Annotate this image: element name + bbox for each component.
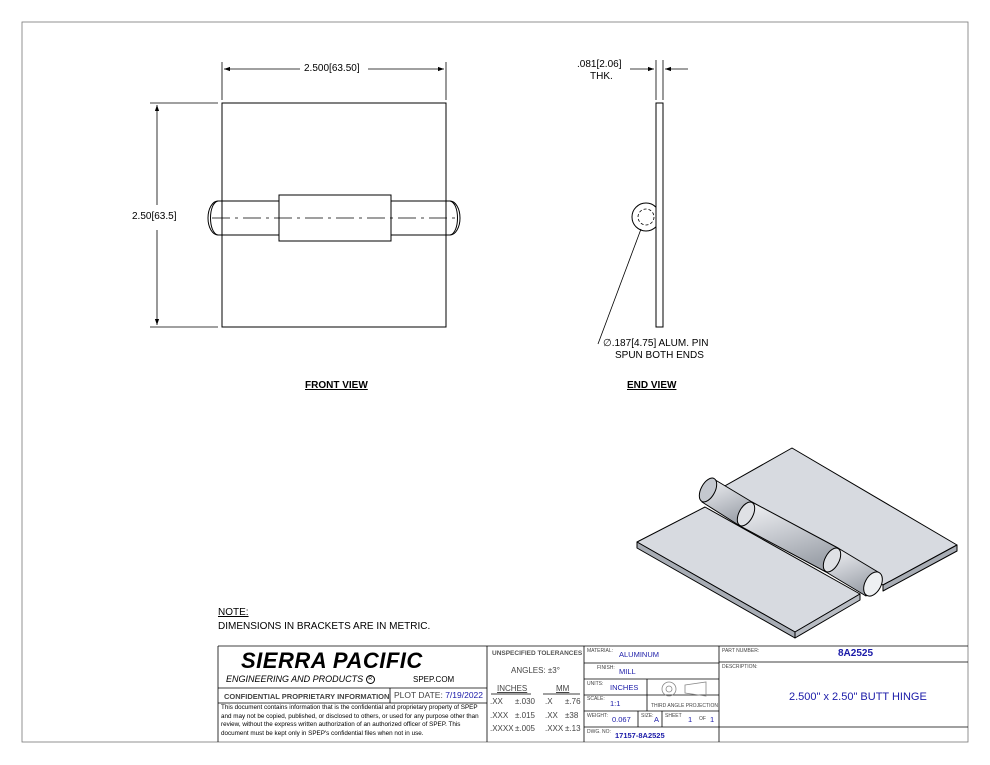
units-value: INCHES xyxy=(610,683,639,692)
scale-value: 1:1 xyxy=(610,699,621,708)
tol-in-val: ±.005 xyxy=(515,724,535,733)
sheet-label: SHEET xyxy=(665,713,682,719)
pin-value: .187 xyxy=(611,338,632,349)
sheet-value: 1 xyxy=(688,715,693,724)
height-dimension: 2.50[63.5] xyxy=(132,211,177,222)
note-text: DIMENSIONS IN BRACKETS ARE IN METRIC. xyxy=(218,621,431,632)
pin-dimension: ∅.187[4.75] ALUM. PIN xyxy=(603,338,709,349)
tol-in-key: .XXX xyxy=(490,711,509,720)
finish-label: FINISH: xyxy=(597,665,615,671)
plot-date-value: 7/19/2022 xyxy=(445,690,484,700)
diameter-symbol: ∅ xyxy=(603,338,612,349)
scale-label: SCALE: xyxy=(587,696,605,702)
height-value: 2.50 xyxy=(132,211,152,222)
pin-leader xyxy=(598,229,641,344)
front-view-title: FRONT VIEW xyxy=(305,380,368,391)
tolerances-title: UNSPECIFIED TOLERANCES xyxy=(492,650,583,657)
sheet-border xyxy=(22,22,968,742)
front-view xyxy=(208,103,460,327)
projection-label: THIRD ANGLE PROJECTION xyxy=(651,703,718,709)
thickness-suffix: THK. xyxy=(590,71,613,82)
width-dimension: 2.500[63.50] xyxy=(304,63,360,74)
tolerance-row xyxy=(490,711,578,720)
tol-mm-key: .XX xyxy=(545,711,558,720)
registered-letter: R xyxy=(368,676,373,683)
iso-view xyxy=(637,448,957,638)
part-number-label: PART NUMBER: xyxy=(722,648,760,654)
tol-mm-val: ±.13 xyxy=(565,724,581,733)
tol-in-key: .XXXX xyxy=(490,724,514,733)
dwg-number: 17157-8A2525 xyxy=(615,731,665,740)
end-view-title: END VIEW xyxy=(627,380,677,391)
description-label: DESCRIPTION: xyxy=(722,664,758,670)
tol-mm-val: ±38 xyxy=(565,711,579,720)
company-subtitle xyxy=(226,674,375,684)
sheet-total: 1 xyxy=(710,715,715,724)
units-label: UNITS: xyxy=(587,681,604,687)
company-logo-text: SIERRA PACIFIC xyxy=(241,648,423,673)
tolerance-row xyxy=(490,724,581,733)
thickness-value: .081 xyxy=(577,59,597,70)
tol-in-val: ±.015 xyxy=(515,711,535,720)
weight-label: WEIGHT: xyxy=(587,713,608,719)
tol-in-val: ±.030 xyxy=(515,697,535,706)
thickness-dimension: .081[2.06] xyxy=(577,59,622,70)
company-website: SPEP.COM xyxy=(413,675,455,684)
plot-date-label: PLOT DATE: xyxy=(394,690,443,700)
tol-mm-key: .X xyxy=(545,697,553,706)
width-metric: 63.50 xyxy=(331,63,357,74)
front-leaf-bottom xyxy=(222,235,446,327)
confidential-text: This document contains information that is the confidential and proprietary property of SPEP and may not be copied, published, or disclosed to others, or used for any purpose other than review, without the express written authorization of an authorized officer of SPEP. This document must be kept only in SPEP's confidential files when not in use. xyxy=(221,704,479,737)
end-view xyxy=(598,103,663,344)
tol-mm-val: ±.76 xyxy=(565,697,581,706)
finish-value: MILL xyxy=(619,667,636,676)
confidential-title: CONFIDENTIAL PROPRIETARY INFORMATION xyxy=(224,692,390,701)
note-heading: NOTE: xyxy=(218,607,249,618)
pin-note-2: SPUN BOTH ENDS xyxy=(615,350,704,361)
of-label: OF xyxy=(699,716,706,722)
tolerances-angles: ANGLES: ±3° xyxy=(511,666,560,675)
front-leaf-top xyxy=(222,103,446,201)
tolerances-inches-header: INCHES xyxy=(497,684,528,693)
weight-value: 0.067 xyxy=(612,715,631,724)
size-value: A xyxy=(654,715,660,724)
material-label: MATERIAL: xyxy=(587,648,614,654)
material-value: ALUMINUM xyxy=(619,650,660,659)
width-value: 2.500 xyxy=(304,63,330,74)
tolerance-row xyxy=(490,697,581,706)
tolerances-mm-header: MM xyxy=(556,684,570,693)
size-label: SIZE: xyxy=(641,713,654,719)
part-number-value: 8A2525 xyxy=(838,648,874,659)
description-value: 2.500" x 2.50" BUTT HINGE xyxy=(789,691,927,703)
tol-in-key: .XX xyxy=(490,697,503,706)
third-angle-projection-icon xyxy=(662,682,706,696)
pin-note-1: ALUM. PIN xyxy=(658,338,709,349)
thickness-metric: 2.06 xyxy=(599,59,619,70)
plot-date xyxy=(394,690,483,700)
dwg-label: DWG. NO: xyxy=(587,729,611,735)
tol-mm-key: .XXX xyxy=(545,724,564,733)
pin-metric: 4.75 xyxy=(633,338,654,349)
registered-mark xyxy=(366,675,375,684)
company-sub-text: ENGINEERING AND PRODUCTS xyxy=(226,674,364,684)
height-metric: 63.5 xyxy=(154,211,174,222)
